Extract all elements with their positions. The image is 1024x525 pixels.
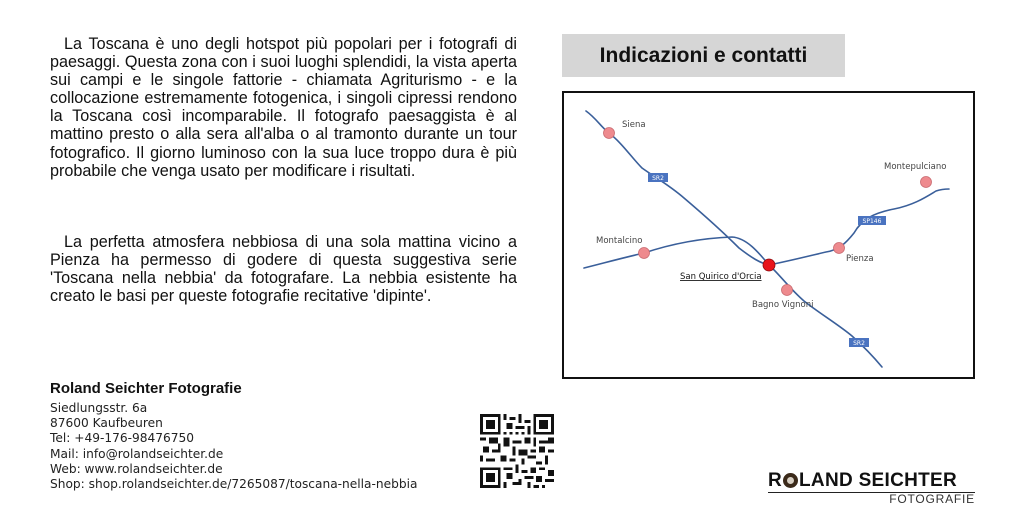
directions-heading-box [562,34,845,77]
marker-bagno-vignoni [782,285,793,296]
marker-siena [604,128,615,139]
contact-web[interactable]: Web: www.rolandseichter.de [50,461,223,476]
road-label-sr2-south: SR2 [853,340,865,347]
contact-street: Siedlungsstr. 6a [50,401,148,415]
logo-name-rest: LAND SEICHTER [799,470,958,491]
label-san-quirico: San Quirico d'Orcia [680,272,762,282]
intro-paragraph-1: La Toscana è uno degli hotspot più popolari per i fotografi di paesaggi. Questa zona con i suoi luoghi splendidi, la vista aperta sui campi e le singole fattorie - chiamata Agriturismo - e la collocazione estremamente fotogenica, i singoli cipressi rendono la Toscana così incomparabile. Il fotografo paesaggista è al mattino presto o alla sera all'alba o al tramonto durante un tour fotografico. Il giorno luminoso con la sua luce troppo dura è più probabile che venga usato per modificare i risultati. [50,35,517,180]
road-label-sr2-north: SR2 [652,175,664,182]
label-pienza: Pienza [846,254,874,264]
directions-heading: Indicazioni e contatti [599,43,808,67]
marker-san-quirico [763,259,775,271]
logo-letter-r: R [768,470,783,491]
label-bagno-vignoni: Bagno Vignoni [752,300,814,310]
contact-name: Roland Seichter Fotografie [50,380,242,397]
roland-seichter-logo [768,470,978,506]
contact-shop[interactable]: Shop: shop.rolandseichter.de/7265087/toscana-nella-nebbia [50,477,418,492]
contact-mail[interactable]: Mail: info@rolandseichter.de [50,446,224,461]
label-siena: Siena [622,120,646,130]
qr-code[interactable] [480,414,554,488]
contact-details [50,401,417,492]
marker-montalcino [639,248,650,259]
logo-camera-ring-icon [783,473,798,488]
road-sr2-south [769,265,882,367]
logo-wordmark [768,470,957,492]
intro-paragraph-2: La perfetta atmosfera nebbiosa di una sola mattina vicino a Pienza ha permesso di godere di questa suggestiva serie 'Toscana nella nebbia' da fotografare. La nebbia esistente ha creato le basi per queste fotografie recitative 'dipinte'. [50,233,517,306]
label-montepulciano: Montepulciano [884,162,947,172]
road-label-sp146: SP146 [862,218,882,225]
contact-tel[interactable]: Tel: +49-176-98476750 [50,431,195,446]
logo-subtitle: FOTOGRAFIE [889,492,975,506]
route-map-svg [564,93,973,377]
marker-pienza [834,243,845,254]
route-map [562,91,975,379]
label-montalcino: Montalcino [596,236,643,246]
contact-city: 87600 Kaufbeuren [50,416,163,431]
marker-montepulciano [921,177,932,188]
